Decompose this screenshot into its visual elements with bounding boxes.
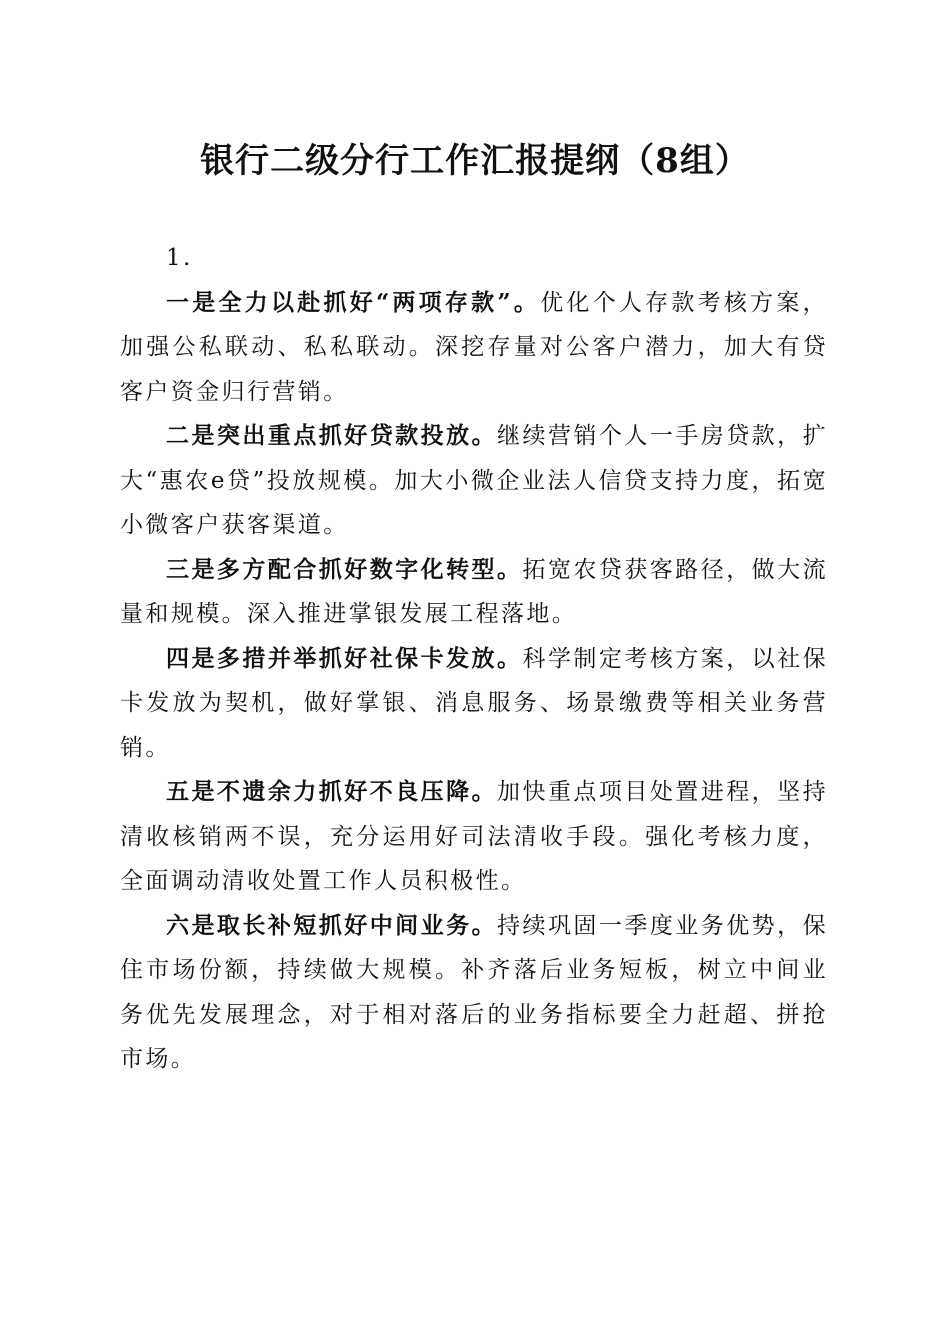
document-body: [120, 236, 828, 1082]
paragraph-lead: 五是不遗余力抓好不良压降。: [166, 778, 498, 805]
paragraph-loans: [120, 414, 828, 548]
paragraph-text: 优化个人存款考核方案，加强公私联动、私私联动。深挖存量对公客户潜力，加大有贷客户资金归行营销。: [120, 289, 828, 405]
paragraph-npl: [120, 770, 828, 904]
paragraph-social-card: [120, 637, 828, 771]
paragraph-text: 拓宽农贷获客路径，做大流量和规模。深入推进掌银发展工程落地。: [120, 556, 828, 627]
paragraph-lead: 三是多方配合抓好数字化转型。: [166, 555, 523, 583]
paragraph-text: 继续营销个人一手房贷款，扩大“惠农e贷”投放规模。加大小微企业法人信贷支持力度，拓宽小微客户获客渠道。: [120, 423, 828, 538]
paragraph-digital: [120, 548, 828, 637]
document-title: 银行二级分行工作汇报提纲（8组）: [200, 141, 750, 181]
paragraph-lead: 六是取长补短抓好中间业务。: [166, 911, 498, 939]
section-number: 1.: [166, 245, 193, 271]
paragraph-text: 科学制定考核方案，以社保卡发放为契机，做好掌银、消息服务、场景缴费等相关业务营销。: [120, 645, 828, 761]
paragraph-text: 持续巩固一季度业务优势，保住市场份额，持续做大规模。补齐落后业务短板，树立中间业务优先发展理念，对于相对落后的业务指标要全力赶超、拼抢市场。: [120, 912, 828, 1072]
paragraph-intermediary: [120, 904, 828, 1082]
paragraph-deposits: [120, 281, 828, 415]
paragraph-text: 加快重点项目处置进程，坚持清收核销两不误，充分运用好司法清收手段。强化考核力度，全面调动清收处置工作人员积极性。: [120, 779, 828, 894]
paragraph-lead: 二是突出重点抓好贷款投放。: [166, 422, 498, 449]
paragraph-lead: 一是全力以赴抓好“两项存款”。: [166, 288, 541, 316]
paragraph-lead: 四是多措并举抓好社保卡发放。: [166, 644, 523, 672]
